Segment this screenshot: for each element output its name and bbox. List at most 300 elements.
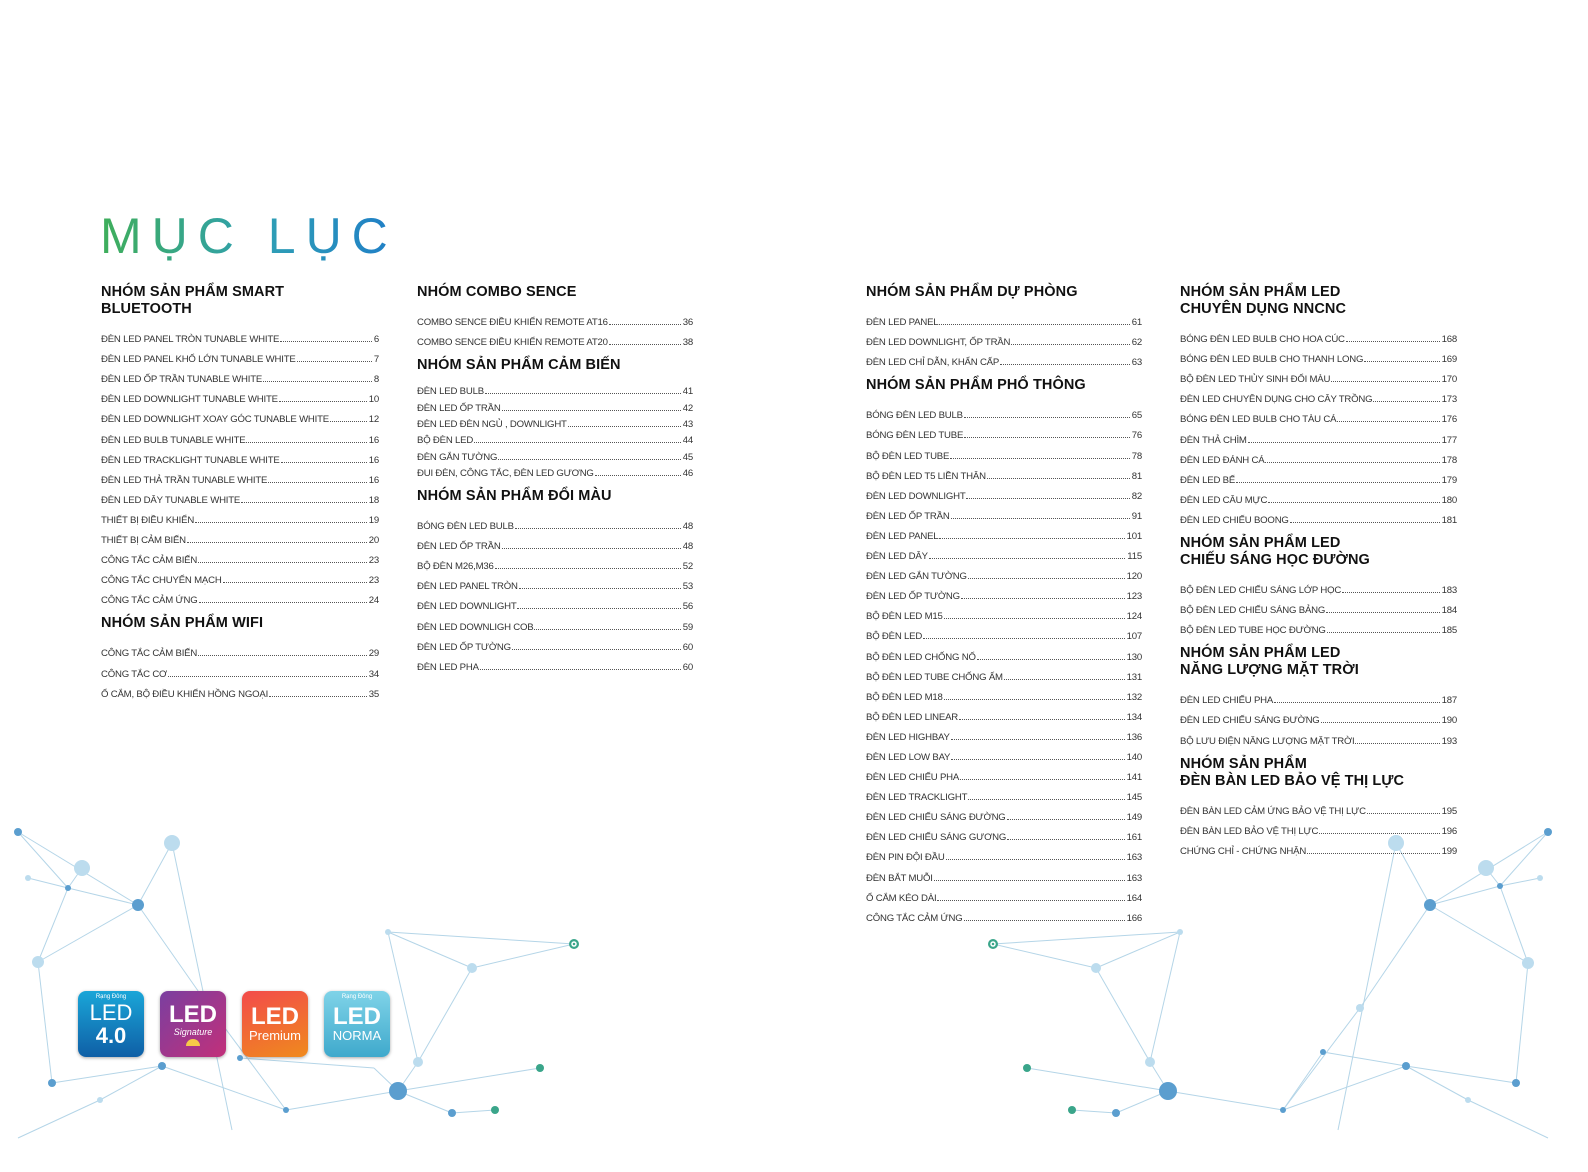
dot-leader xyxy=(1364,361,1439,362)
entry-page-number: 183 xyxy=(1441,585,1457,597)
entry-label: BỘ ĐÈN LED CHỐNG NỔ xyxy=(866,651,976,663)
entry-label: ĐÈN LED DOWNLIGHT, ỐP TRẦN xyxy=(866,337,1011,349)
entry-page-number: 170 xyxy=(1441,374,1457,386)
dot-leader xyxy=(1290,522,1440,523)
toc-entry xyxy=(1180,345,1457,365)
entry-page-number: 169 xyxy=(1441,354,1457,366)
entry-label: ĐÈN LED CHIẾU BOONG xyxy=(1180,514,1289,526)
logo-brand: Rạng Đông xyxy=(95,994,127,1000)
entry-label: ĐÈN LED DÂY xyxy=(866,551,928,563)
toc-entry xyxy=(417,612,693,632)
toc-entry xyxy=(866,823,1142,843)
entry-page-number: 195 xyxy=(1441,805,1457,817)
entry-page-number: 163 xyxy=(1126,872,1142,884)
entry-label: ĐÈN LED PANEL TRÒN xyxy=(417,581,518,593)
entry-label: ĐÈN BẮT MUỖI xyxy=(866,872,933,884)
dot-leader xyxy=(977,659,1125,660)
entry-label: BỘ ĐÈN LED CHIẾU SÁNG BẢNG xyxy=(1180,605,1326,617)
entry-page-number: 56 xyxy=(682,601,693,613)
entry-label: ĐÈN LED PHA xyxy=(417,661,479,673)
entry-page-number: 45 xyxy=(682,451,693,463)
entry-label: THIẾT BỊ CẢM BIẾN xyxy=(101,535,186,547)
toc-entry xyxy=(101,586,379,606)
entry-page-number: 82 xyxy=(1131,490,1142,502)
toc-entry xyxy=(866,843,1142,863)
dot-leader xyxy=(515,528,681,529)
toc-entry xyxy=(1180,486,1457,506)
entry-page-number: 134 xyxy=(1126,711,1142,723)
entry-page-number: 20 xyxy=(368,535,379,547)
toc-section xyxy=(1180,284,1457,526)
dot-leader xyxy=(968,578,1125,579)
entry-label: THIẾT BỊ ĐIỀU KHIỂN xyxy=(101,514,195,526)
entry-page-number: 140 xyxy=(1126,751,1142,763)
toc-entry xyxy=(417,328,693,348)
entry-page-number: 19 xyxy=(368,514,379,526)
dot-leader xyxy=(1355,743,1439,744)
toc-entry xyxy=(101,425,379,445)
dot-leader xyxy=(960,779,1124,780)
entry-label: BỘ ĐÈN LED LINEAR xyxy=(866,711,959,723)
entry-page-number: 8 xyxy=(373,374,379,386)
logo-line1: LED xyxy=(333,1003,381,1030)
entry-label: ĐÈN LED PANEL KHỔ LỚN TUNABLE WHITE xyxy=(101,354,296,366)
entry-page-number: 115 xyxy=(1127,551,1142,563)
entry-label: ĐÈN GẮN TƯỜNG xyxy=(417,451,498,463)
dot-leader xyxy=(1319,833,1439,834)
entry-page-number: 62 xyxy=(1131,337,1142,349)
entry-label: ĐÈN LED ĐÈN NGỦ , DOWNLIGHT xyxy=(417,419,567,431)
dot-leader xyxy=(929,558,1126,559)
toc-entry xyxy=(417,414,693,430)
entry-label: ĐÈN LED CHIẾU SÁNG GƯƠNG xyxy=(866,832,1007,844)
section-title: NHÓM SẢN PHẨM PHỔ THÔNG xyxy=(866,377,1086,394)
dot-leader xyxy=(195,522,367,523)
entry-page-number: 34 xyxy=(368,668,379,680)
toc-entry xyxy=(1180,616,1457,636)
logo-line1: LED xyxy=(169,1000,217,1028)
dot-leader xyxy=(1007,819,1125,820)
entry-page-number: 91 xyxy=(1131,510,1142,522)
toc-entry xyxy=(866,582,1142,602)
entry-page-number: 38 xyxy=(682,337,693,349)
entry-page-number: 178 xyxy=(1441,454,1457,466)
entry-page-number: 16 xyxy=(368,454,379,466)
dot-leader xyxy=(1321,722,1440,723)
toc-entry xyxy=(101,466,379,486)
dot-leader xyxy=(512,649,681,650)
entry-label: CÔNG TẮC CẢM ỨNG xyxy=(866,912,963,924)
dot-leader xyxy=(485,393,681,394)
entry-label: ĐÈN LED DOWNLIGHT TUNABLE WHITE xyxy=(101,394,278,406)
entry-page-number: 16 xyxy=(368,474,379,486)
dot-leader xyxy=(939,324,1129,325)
logo-led-norma xyxy=(324,991,390,1057)
entry-label: ĐÈN LED DOWNLIGH COB xyxy=(417,621,534,633)
dot-leader xyxy=(959,719,1125,720)
toc-entry xyxy=(101,506,379,526)
entry-page-number: 23 xyxy=(368,555,379,567)
toc-section xyxy=(1180,645,1457,746)
dot-leader xyxy=(517,608,680,609)
entry-label: COMBO SENCE ĐIỀU KHIỂN REMOTE AT20 xyxy=(417,337,608,349)
toc-entry xyxy=(101,680,379,700)
dot-leader xyxy=(944,618,1125,619)
entry-label: BÓNG ĐÈN LED BULB xyxy=(866,410,963,422)
entry-page-number: 46 xyxy=(682,467,693,479)
toc-entry xyxy=(866,328,1142,348)
toc-entry xyxy=(417,592,693,612)
entry-label: ĐÈN LED CHIẾU PHA xyxy=(866,772,960,784)
entry-page-number: 185 xyxy=(1441,625,1457,637)
entry-label: BÓNG ĐÈN LED BULB CHO THANH LONG xyxy=(1180,354,1364,366)
dot-leader xyxy=(987,478,1130,479)
dot-leader xyxy=(609,344,681,345)
toc-entry xyxy=(1180,576,1457,596)
entry-page-number: 164 xyxy=(1126,892,1142,904)
toc-entry xyxy=(101,566,379,586)
dot-leader xyxy=(1367,813,1440,814)
entry-page-number: 44 xyxy=(682,435,693,447)
entry-page-number: 145 xyxy=(1126,792,1142,804)
toc-entry xyxy=(866,703,1142,723)
toc-entry xyxy=(866,441,1142,461)
toc-section xyxy=(1180,535,1457,636)
dot-leader xyxy=(609,324,681,325)
logo-line1: LED xyxy=(89,1000,133,1025)
dot-leader xyxy=(964,437,1130,438)
toc-entry xyxy=(1180,325,1457,345)
entry-page-number: 76 xyxy=(1131,430,1142,442)
toc-entry xyxy=(866,884,1142,904)
entry-page-number: 179 xyxy=(1441,474,1457,486)
toc-entry xyxy=(1180,506,1457,526)
entry-page-number: 176 xyxy=(1441,414,1457,426)
dot-leader xyxy=(950,458,1130,459)
logo-line2: Signature xyxy=(173,1026,213,1037)
dot-leader xyxy=(168,676,367,677)
dot-leader xyxy=(480,669,681,670)
entry-page-number: 101 xyxy=(1126,530,1142,542)
logo-brand: Rạng Đông xyxy=(341,994,373,1000)
dot-leader xyxy=(968,799,1124,800)
entry-label: CÔNG TẮC CẢM ỨNG xyxy=(101,595,198,607)
entry-label: BỘ ĐÈN LED xyxy=(866,631,923,643)
entry-label: ĐÈN LED CHIẾU PHA xyxy=(1180,695,1274,707)
toc-entry xyxy=(866,348,1142,368)
entry-label: ĐÈN LED ỐP TRẦN xyxy=(866,510,950,522)
entry-page-number: 149 xyxy=(1126,812,1142,824)
entry-page-number: 78 xyxy=(1131,450,1142,462)
dot-leader xyxy=(1268,502,1439,503)
entry-page-number: 48 xyxy=(682,541,693,553)
logo-line2: NORMA xyxy=(332,1028,382,1043)
entry-label: CÔNG TẮC CƠ xyxy=(101,668,168,680)
entry-page-number: 136 xyxy=(1126,731,1142,743)
entry-label: BỘ LƯU ĐIỆN NĂNG LƯỢNG MẶT TRỜI xyxy=(1180,735,1355,747)
section-title: NHÓM SẢN PHẨM ĐỔI MÀU xyxy=(417,487,612,504)
toc-entry xyxy=(1180,797,1457,817)
dot-leader xyxy=(1265,462,1439,463)
entry-page-number: 177 xyxy=(1441,434,1457,446)
toc-column xyxy=(417,284,693,673)
entry-page-number: 180 xyxy=(1441,494,1457,506)
toc-entry xyxy=(1180,466,1457,486)
dot-leader xyxy=(519,588,681,589)
dot-leader xyxy=(297,361,372,362)
toc-section xyxy=(866,377,1142,923)
entry-page-number: 163 xyxy=(1126,852,1142,864)
dot-leader xyxy=(474,442,681,443)
dot-leader xyxy=(495,568,681,569)
dot-leader xyxy=(1373,401,1439,402)
toc-entry xyxy=(417,430,693,446)
entry-label: ĐÈN LED HIGHBAY xyxy=(866,731,950,743)
entry-page-number: 168 xyxy=(1441,334,1457,346)
entry-label: BỘ ĐÈN LED T5 LIỀN THÂN xyxy=(866,470,986,482)
entry-page-number: 43 xyxy=(682,419,693,431)
dot-leader xyxy=(198,655,367,656)
entry-label: ĐÈN LED TRACKLIGHT xyxy=(866,792,968,804)
dot-leader xyxy=(1327,632,1440,633)
toc-entry xyxy=(866,904,1142,924)
toc-entry xyxy=(101,486,379,506)
toc-entry xyxy=(417,572,693,592)
entry-label: ĐÈN LED ỐP TRẦN xyxy=(417,541,501,553)
entry-label: ĐÈN LED DOWNLIGHT XOAY GÓC TUNABLE WHITE xyxy=(101,414,329,426)
entry-label: BỘ ĐÈN LED TUBE HỌC ĐƯỜNG xyxy=(1180,625,1326,637)
logo-led-signature xyxy=(160,991,226,1057)
dot-leader xyxy=(281,462,367,463)
entry-label: ĐÈN LED THẢ TRẦN TUNABLE WHITE xyxy=(101,474,268,486)
section-title: NHÓM SẢN PHẨM CẢM BIẾN xyxy=(417,357,621,374)
toc-entry xyxy=(1180,706,1457,726)
toc-entry xyxy=(417,552,693,572)
dot-leader xyxy=(268,482,367,483)
entry-label: ĐÈN LED ỐP TRẦN xyxy=(417,402,501,414)
entry-page-number: 130 xyxy=(1126,651,1142,663)
toc-section xyxy=(417,488,693,673)
entry-page-number: 61 xyxy=(1131,317,1142,329)
entry-label: Ổ CẮM KÉO DÀI xyxy=(866,892,937,904)
toc-entry xyxy=(866,542,1142,562)
toc-entry xyxy=(101,365,379,385)
entry-label: BỘ ĐÈN LED THỦY SINH ĐỔI MÀU xyxy=(1180,374,1331,386)
entry-page-number: 59 xyxy=(682,621,693,633)
dot-leader xyxy=(498,459,680,460)
dot-leader xyxy=(502,548,681,549)
entry-page-number: 10 xyxy=(368,394,379,406)
section-title: NHÓM SẢN PHẨM ĐÈN BÀN LED BẢO VỆ THỊ LỰC xyxy=(1180,755,1405,789)
dot-leader xyxy=(1011,344,1129,345)
toc-entry xyxy=(866,308,1142,328)
toc-entry xyxy=(1180,405,1457,425)
entry-label: ĐÈN LED ỐP TRẦN TUNABLE WHITE xyxy=(101,374,263,386)
toc-section xyxy=(417,284,693,348)
toc-entry xyxy=(101,345,379,365)
entry-label: Ổ CẮM, BỘ ĐIỀU KHIỂN HỒNG NGOẠI xyxy=(101,688,269,700)
toc-entry xyxy=(101,639,379,659)
entry-label: ĐÈN LED PANEL TRÒN TUNABLE WHITE xyxy=(101,334,280,346)
entry-label: ĐÈN BÀN LED BẢO VỆ THỊ LỰC xyxy=(1180,825,1319,837)
dot-leader xyxy=(1007,839,1124,840)
entry-page-number: 36 xyxy=(682,317,693,329)
entry-page-number: 181 xyxy=(1441,514,1457,526)
entry-page-number: 166 xyxy=(1126,912,1142,924)
entry-page-number: 141 xyxy=(1126,772,1142,784)
entry-page-number: 60 xyxy=(682,661,693,673)
dot-leader xyxy=(241,502,367,503)
toc-entry xyxy=(866,663,1142,683)
toc-section xyxy=(417,357,693,479)
entry-label: BỘ ĐÈN M26,M36 xyxy=(417,561,494,573)
section-title: NHÓM COMBO SENCE xyxy=(417,284,577,300)
entry-label: ĐÈN LED ĐÁNH CÁ xyxy=(1180,454,1265,466)
section-title: NHÓM SẢN PHẨM SMART BLUETOOTH xyxy=(101,284,285,317)
dot-leader xyxy=(187,542,367,543)
entry-page-number: 107 xyxy=(1126,631,1142,643)
entry-page-number: 18 xyxy=(368,494,379,506)
entry-label: BÓNG ĐÈN LED BULB CHO HOA CÚC xyxy=(1180,334,1345,346)
section-title: NHÓM SẢN PHẨM WIFI xyxy=(101,615,264,632)
dot-leader xyxy=(964,417,1130,418)
toc-entry xyxy=(866,401,1142,421)
dot-leader xyxy=(568,426,681,427)
dot-leader xyxy=(1337,421,1439,422)
toc-entry xyxy=(866,622,1142,642)
entry-label: BÓNG ĐÈN LED BULB xyxy=(417,521,514,533)
toc-entry xyxy=(866,602,1142,622)
toc-section xyxy=(101,615,379,699)
dot-leader xyxy=(951,518,1130,519)
entry-label: CÔNG TẮC CHUYỂN MẠCH xyxy=(101,575,222,587)
entry-label: BỘ ĐÈN LED xyxy=(417,435,474,447)
toc-entry xyxy=(866,743,1142,763)
toc-entry xyxy=(1180,837,1457,857)
entry-label: ĐÈN LED CHIẾU SÁNG ĐƯỜNG xyxy=(866,812,1006,824)
entry-page-number: 81 xyxy=(1131,470,1142,482)
dot-leader xyxy=(1248,442,1440,443)
entry-label: ĐÈN LED CÂU MỰC xyxy=(1180,494,1268,506)
entry-label: CHỨNG CHỈ - CHỨNG NHẬN xyxy=(1180,845,1307,857)
toc-entry xyxy=(1180,817,1457,837)
entry-label: ĐÈN LED CHỈ DẪN, KHẨN CẤP xyxy=(866,357,1000,369)
entry-page-number: 35 xyxy=(368,688,379,700)
toc-section xyxy=(866,284,1142,368)
toc-entry xyxy=(1180,385,1457,405)
entry-label: ĐÈN LED GẮN TƯỜNG xyxy=(866,571,967,583)
toc-entry xyxy=(1180,365,1457,385)
entry-page-number: 60 xyxy=(682,641,693,653)
dot-leader xyxy=(1331,381,1439,382)
toc-entry xyxy=(866,421,1142,441)
toc-entry xyxy=(101,385,379,405)
entry-label: ĐÈN LED PANEL xyxy=(866,317,939,329)
entry-label: BÓNG ĐÈN LED TUBE xyxy=(866,430,964,442)
toc-entry xyxy=(866,562,1142,582)
dot-leader xyxy=(1342,592,1439,593)
page-title: MỤC LỤC xyxy=(100,208,398,264)
dot-leader xyxy=(223,582,367,583)
entry-label: ĐÈN LED ỐP TƯỜNG xyxy=(417,641,511,653)
entry-label: ĐÈN LED DOWNLIGHT xyxy=(417,601,517,613)
toc-entry xyxy=(417,381,693,397)
dot-leader xyxy=(966,498,1129,499)
entry-label: BÓNG ĐÈN LED BULB CHO TÀU CÁ xyxy=(1180,414,1337,426)
toc-entry xyxy=(866,803,1142,823)
dot-leader xyxy=(939,538,1124,539)
toc-entry xyxy=(101,325,379,345)
entry-label: COMBO SENCE ĐIỀU KHIỂN REMOTE AT16 xyxy=(417,317,608,329)
dot-leader xyxy=(944,699,1125,700)
dot-leader xyxy=(1004,679,1125,680)
toc-section xyxy=(1180,756,1457,857)
logo-led-premium xyxy=(242,991,308,1057)
entry-page-number: 16 xyxy=(368,434,379,446)
logo-line2: Premium xyxy=(248,1028,301,1043)
toc-entry xyxy=(101,405,379,425)
dot-leader xyxy=(280,341,372,342)
toc-entry xyxy=(1180,596,1457,616)
entry-label: ĐÈN LED DOWNLIGHT xyxy=(866,490,966,502)
toc-entry xyxy=(1180,425,1457,445)
entry-page-number: 196 xyxy=(1441,825,1457,837)
dot-leader xyxy=(1346,341,1440,342)
entry-label: ĐÈN LED TRACKLIGHT TUNABLE WHITE xyxy=(101,454,280,466)
toc-entry xyxy=(417,397,693,413)
entry-page-number: 187 xyxy=(1441,695,1457,707)
toc-entry xyxy=(866,462,1142,482)
dot-leader xyxy=(923,638,1124,639)
toc-entry xyxy=(417,653,693,673)
dot-leader xyxy=(964,920,1125,921)
entry-label: ĐÈN LED PANEL xyxy=(866,530,939,542)
dot-leader xyxy=(199,602,367,603)
dot-leader xyxy=(951,739,1125,740)
entry-page-number: 120 xyxy=(1126,571,1142,583)
entry-label: CÔNG TẮC CẢM BIẾN xyxy=(101,648,198,660)
toc-column xyxy=(1180,284,1457,857)
logo-line1: LED xyxy=(251,1003,299,1030)
entry-page-number: 7 xyxy=(373,354,379,366)
toc-entry xyxy=(101,546,379,566)
entry-label: BỘ ĐÈN LED TUBE xyxy=(866,450,950,462)
entry-label: ĐÈN LED ỐP TƯỜNG xyxy=(866,591,960,603)
entry-label: ĐÈN LED LOW BAY xyxy=(866,751,951,763)
dot-leader xyxy=(1274,702,1439,703)
toc-entry xyxy=(101,446,379,466)
entry-page-number: 184 xyxy=(1441,605,1457,617)
entry-label: ĐÈN LED CHIẾU SÁNG ĐƯỜNG xyxy=(1180,715,1320,727)
entry-page-number: 12 xyxy=(368,414,379,426)
entry-page-number: 123 xyxy=(1126,591,1142,603)
entry-label: CÔNG TẮC CẢM BIẾN xyxy=(101,555,198,567)
section-title: NHÓM SẢN PHẨM DỰ PHÒNG xyxy=(866,284,1078,300)
entry-label: BỘ ĐÈN LED M18 xyxy=(866,691,943,703)
section-title: NHÓM SẢN PHẨM LED NĂNG LƯỢNG MẶT TRỜI xyxy=(1180,645,1359,679)
entry-label: ĐUI ĐÈN, CÔNG TẮC, ĐÈN LED GƯƠNG xyxy=(417,467,594,479)
entry-page-number: 161 xyxy=(1126,832,1142,844)
entry-page-number: 131 xyxy=(1126,671,1142,683)
toc-entry xyxy=(417,463,693,479)
entry-page-number: 23 xyxy=(368,575,379,587)
toc-entry xyxy=(101,659,379,679)
dot-leader xyxy=(269,696,367,697)
entry-page-number: 199 xyxy=(1441,845,1457,857)
entry-page-number: 42 xyxy=(682,402,693,414)
entry-label: BỘ ĐÈN LED M15 xyxy=(866,611,943,623)
toc-entry xyxy=(866,783,1142,803)
